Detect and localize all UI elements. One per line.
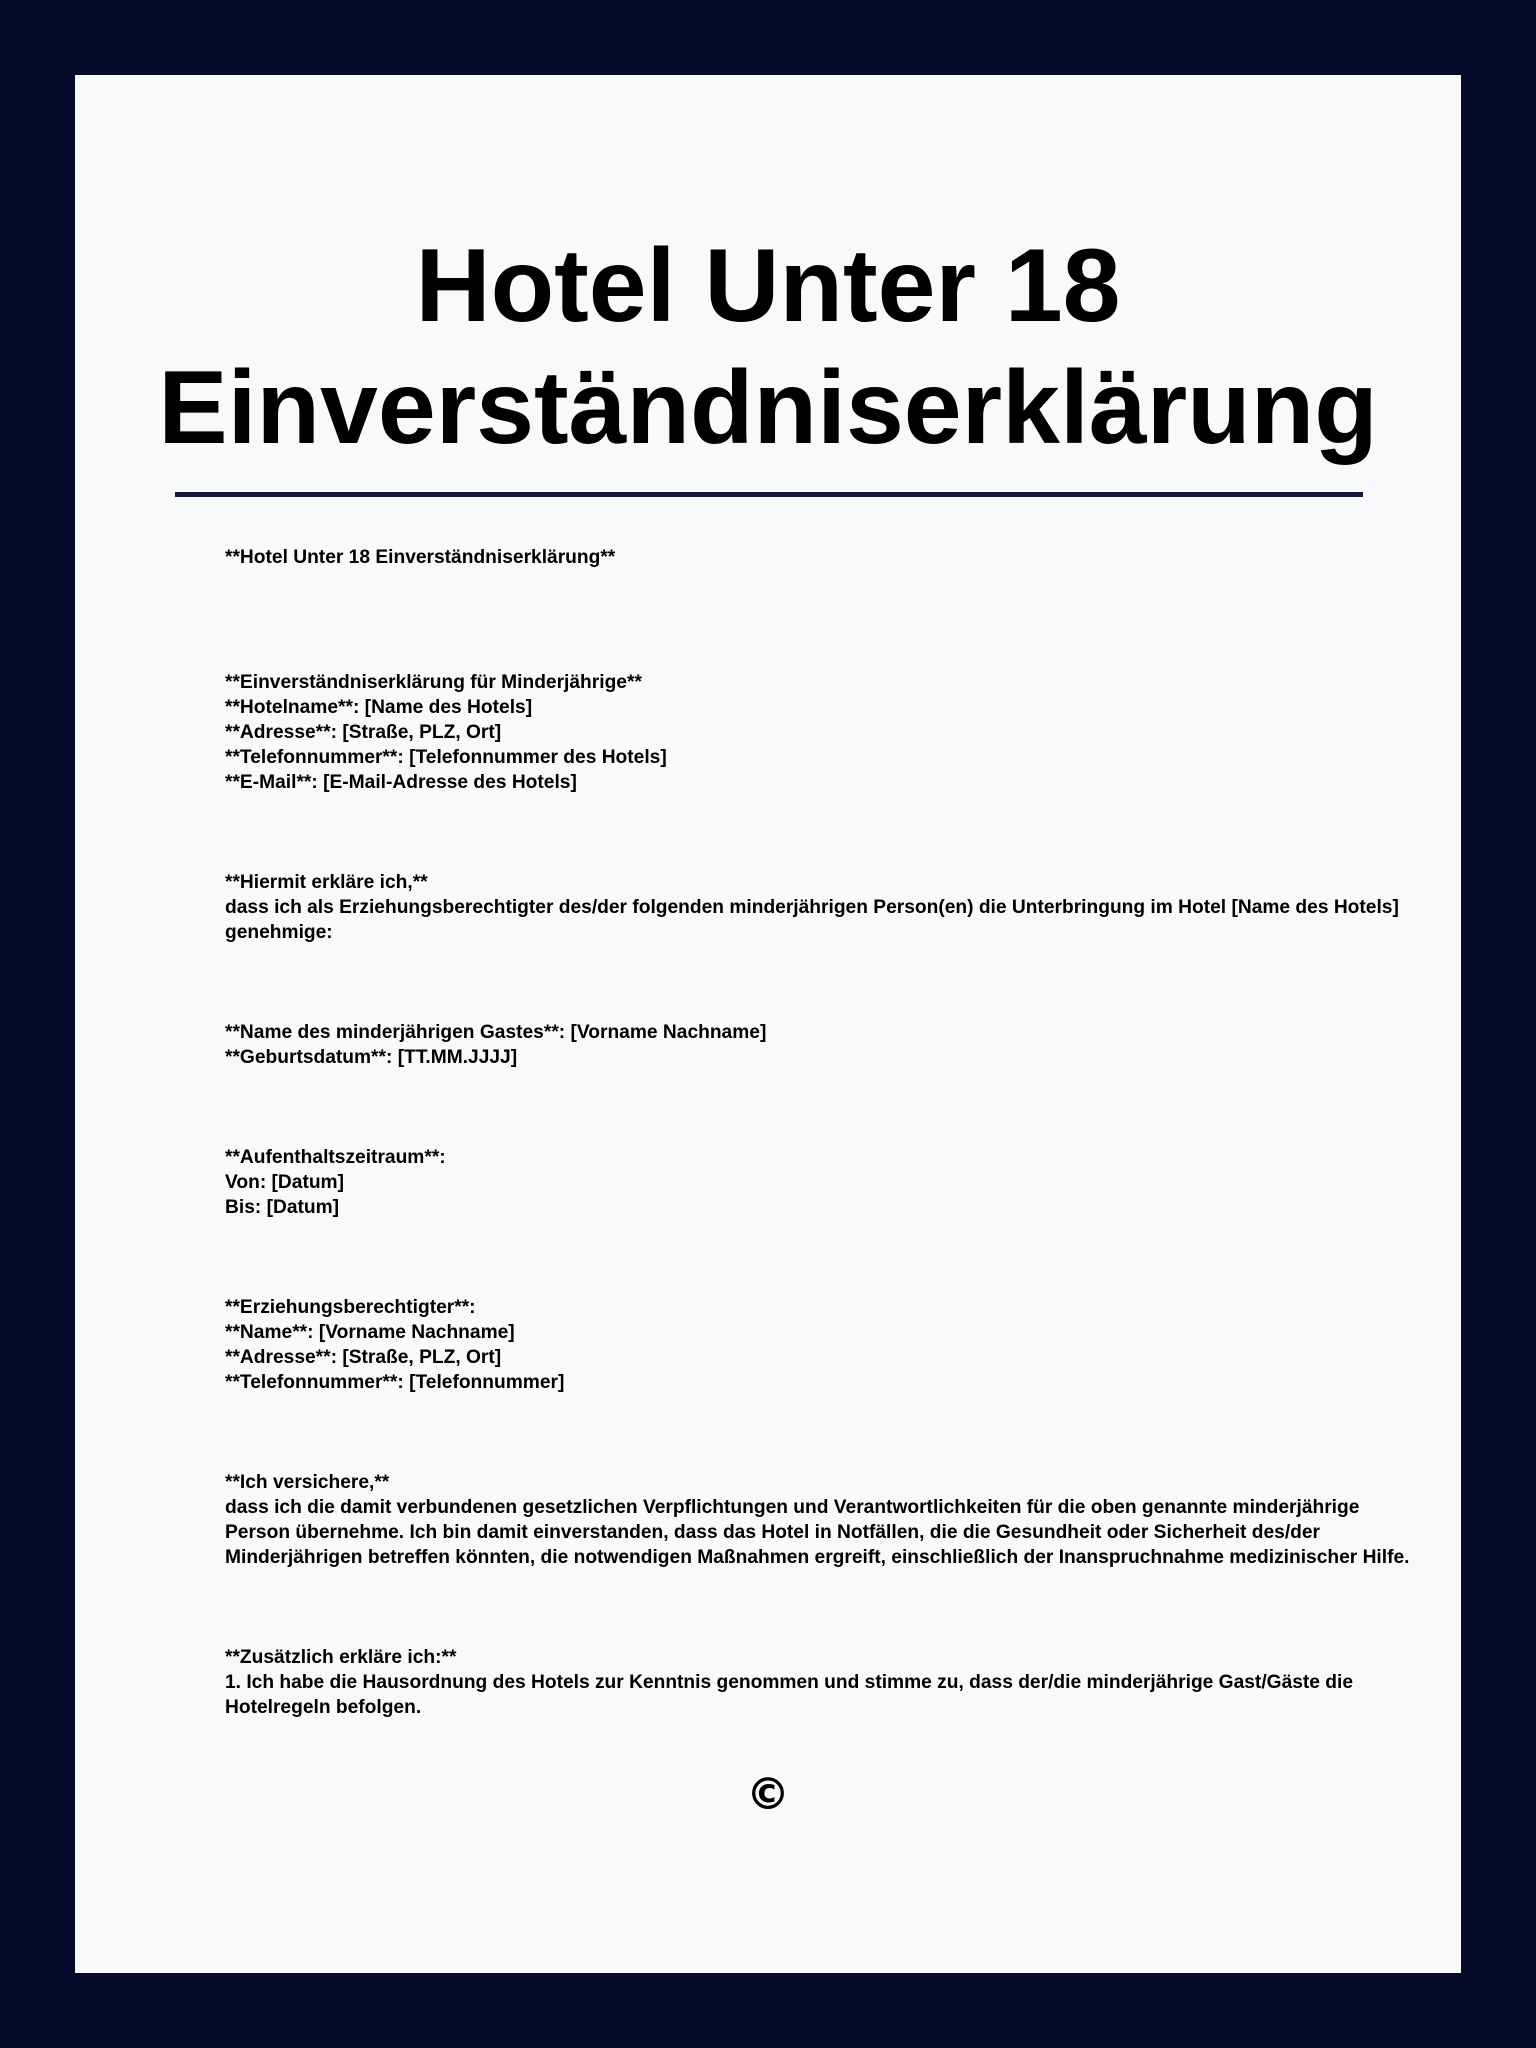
section-heading: **Einverständniserklärung für Minderjährige** xyxy=(225,672,642,693)
section-guardian-info xyxy=(225,1295,1415,1395)
section-additional xyxy=(225,1645,1415,1720)
stay-from-line: Von: [Datum] xyxy=(225,1172,345,1193)
document-title xyxy=(75,225,1461,469)
section-hotel-info xyxy=(225,670,1415,795)
intro-heading: **Hotel Unter 18 Einverständniserklärung** xyxy=(225,547,616,568)
guardian-address-line: **Adresse**: [Straße, PLZ, Ort] xyxy=(225,1347,502,1368)
section-assurance xyxy=(225,1470,1415,1570)
section-heading: **Aufenthaltszeitraum**: xyxy=(225,1147,446,1168)
section-heading: **Ich versichere,** xyxy=(225,1472,390,1493)
copyright-icon: © xyxy=(746,1769,790,1820)
stay-to-line: Bis: [Datum] xyxy=(225,1197,340,1218)
section-heading: **Erziehungsberechtigter**: xyxy=(225,1297,476,1318)
hotel-email-line: **E-Mail**: [E-Mail-Adresse des Hotels] xyxy=(225,772,577,793)
section-declaration xyxy=(225,870,1415,945)
title-line-2: Einverständniserklärung xyxy=(158,350,1378,466)
guardian-phone-line: **Telefonnummer**: [Telefonnummer] xyxy=(225,1372,565,1393)
guest-name-line: **Name des minderjährigen Gastes**: [Vorname Nachname] xyxy=(225,1022,767,1043)
guardian-name-line: **Name**: [Vorname Nachname] xyxy=(225,1322,515,1343)
additional-item-1: 1. Ich habe die Hausordnung des Hotels zur Kenntnis genommen und stimme zu, dass der/die minderjährige Gast/Gäste die Hotelregeln befolgen. xyxy=(225,1672,1359,1718)
assurance-text: dass ich die damit verbundenen gesetzlichen Verpflichtungen und Verantwortlichkeiten für die oben genannte minderjährige Person übernehme. Ich bin damit einverstanden, dass das Hotel in Notfällen, die die Gesundheit oder Sicherheit des/der Minderjährigen betreffen könnten, die notwendigen Maßnahmen ergreift, einschließlich der Inanspruchnahme medizinischer Hilfe. xyxy=(225,1497,1410,1568)
section-heading: **Zusätzlich erkläre ich:** xyxy=(225,1647,457,1668)
hotel-address-line: **Adresse**: [Straße, PLZ, Ort] xyxy=(225,722,502,743)
declaration-text: dass ich als Erziehungsberechtigter des/der folgenden minderjährigen Person(en) die Unterbringung im Hotel [Name des Hotels] genehmige: xyxy=(225,897,1405,943)
hotel-name-line: **Hotelname**: [Name des Hotels] xyxy=(225,697,533,718)
hotel-phone-line: **Telefonnummer**: [Telefonnummer des Hotels] xyxy=(225,747,667,768)
title-line-1: Hotel Unter 18 xyxy=(415,228,1121,344)
document-page xyxy=(75,75,1461,1973)
section-guest-info xyxy=(225,1020,1415,1070)
section-heading: **Hiermit erkläre ich,** xyxy=(225,872,428,893)
section-stay-period xyxy=(225,1145,1415,1220)
document-body xyxy=(225,545,1415,1720)
birth-date-line: **Geburtsdatum**: [TT.MM.JJJJ] xyxy=(225,1047,518,1068)
title-divider xyxy=(175,492,1363,497)
